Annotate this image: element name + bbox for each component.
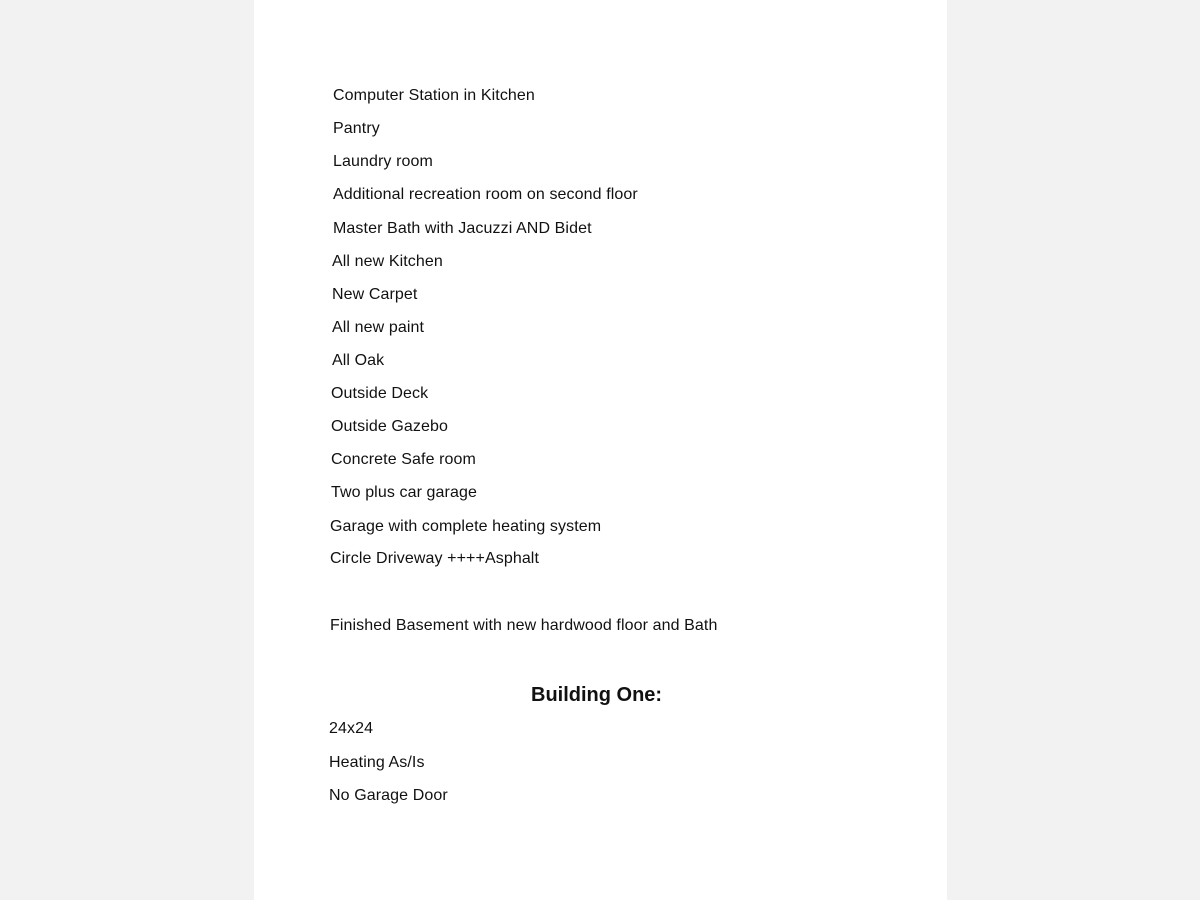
feature-item: Garage with complete heating system [330,518,602,535]
feature-item: Additional recreation room on second floor [333,186,638,203]
feature-item: Computer Station in Kitchen [333,87,535,104]
feature-item: Outside Gazebo [331,418,449,435]
building-item: No Garage Door [329,787,448,804]
building-item: Heating As/Is [329,754,425,771]
feature-item: Master Bath with Jacuzzi AND Bidet [333,220,592,237]
feature-item: Circle Driveway ++++Asphalt [330,550,540,567]
feature-item: Laundry room [333,153,433,170]
feature-item: New Carpet [332,286,418,303]
basement-line: Finished Basement with new hardwood floor and Bath [330,617,718,634]
document-page [254,0,947,900]
building-item: 24x24 [329,720,374,737]
feature-item: All new Kitchen [332,253,443,270]
feature-item: All new paint [332,319,425,336]
feature-item: Concrete Safe room [331,451,476,468]
feature-item: Pantry [333,120,380,137]
feature-item: All Oak [332,352,385,369]
feature-item: Two plus car garage [331,484,477,501]
building-one-heading: Building One: [531,684,663,706]
feature-item: Outside Deck [331,385,429,402]
